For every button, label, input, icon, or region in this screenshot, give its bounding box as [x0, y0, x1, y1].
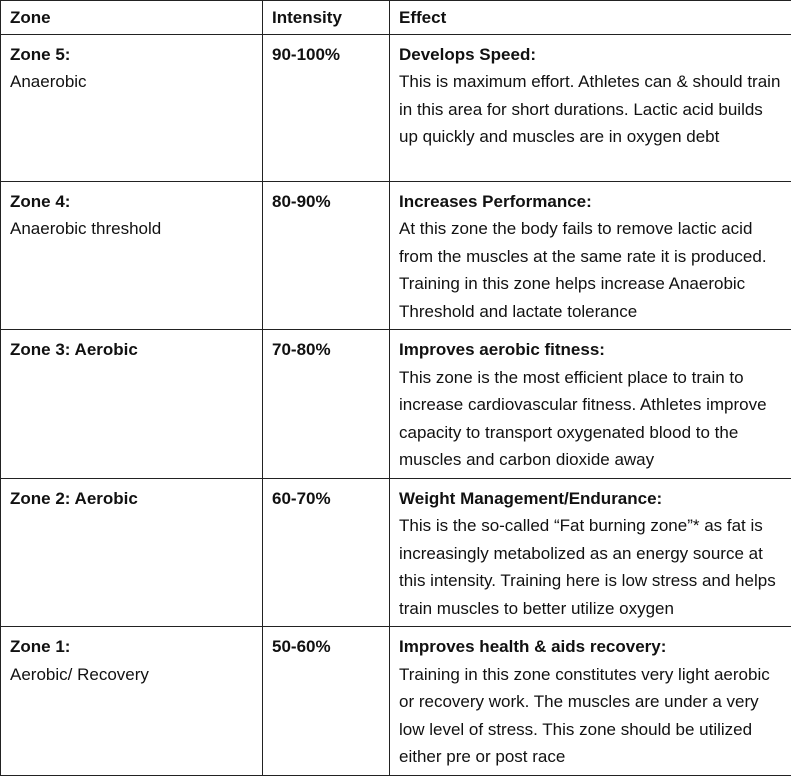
- zone-cell: [1, 627, 263, 776]
- effect-cell: [390, 627, 791, 776]
- zone-cell: [1, 181, 263, 330]
- table-row-zone-3: [1, 330, 791, 479]
- table-header-row: [1, 1, 791, 35]
- zone-cell: [1, 478, 263, 627]
- intensity-value: 60-70%: [272, 485, 380, 513]
- effect-description: This zone is the most efficient place to train to increase cardiovascular fitness. Athletes improve capacity to transport oxygenated blood to the muscles and carbon dioxide away: [399, 364, 782, 474]
- table-row-zone-4: [1, 181, 791, 330]
- zone-title: Zone 2: Aerobic: [10, 485, 253, 513]
- zone-title: Zone 4:: [10, 188, 253, 216]
- header-intensity: Intensity: [263, 1, 390, 35]
- header-zone: Zone: [1, 1, 263, 35]
- zone-subtitle: Anaerobic: [10, 68, 253, 96]
- header-effect: Effect: [390, 1, 791, 35]
- effect-title: Develops Speed:: [399, 41, 782, 69]
- zone-title: Zone 1:: [10, 633, 253, 661]
- effect-title: Increases Performance:: [399, 188, 782, 216]
- effect-cell: [390, 181, 791, 330]
- effect-cell: [390, 478, 791, 627]
- intensity-value: 70-80%: [272, 336, 380, 364]
- zone-subtitle: Aerobic/ Recovery: [10, 661, 253, 689]
- intensity-cell: [263, 478, 390, 627]
- zone-cell: [1, 34, 263, 181]
- zone-title: Zone 3: Aerobic: [10, 336, 253, 364]
- table-row-zone-1: [1, 627, 791, 776]
- effect-description: This is the so-called “Fat burning zone”* as fat is increasingly metabolized as an energy source at this intensity. Training here is low stress and helps train muscles to better utilize oxygen: [399, 512, 782, 622]
- effect-cell: [390, 330, 791, 479]
- effect-description: This is maximum effort. Athletes can & should train in this area for short durations. Lactic acid builds up quickly and muscles are in oxygen debt: [399, 68, 782, 151]
- effect-title: Improves health & aids recovery:: [399, 633, 782, 661]
- intensity-cell: [263, 627, 390, 776]
- effect-title: Improves aerobic fitness:: [399, 336, 782, 364]
- intensity-value: 90-100%: [272, 41, 380, 69]
- intensity-value: 80-90%: [272, 188, 380, 216]
- table-row-zone-5: [1, 34, 791, 181]
- effect-description: At this zone the body fails to remove lactic acid from the muscles at the same rate it is produced. Training in this zone helps increase Anaerobic Threshold and lactate tolerance: [399, 215, 782, 325]
- effect-description: Training in this zone constitutes very light aerobic or recovery work. The muscles are under a very low level of stress. This zone should be utilized either pre or post race: [399, 661, 782, 771]
- zone-cell: [1, 330, 263, 479]
- intensity-cell: [263, 330, 390, 479]
- table-row-zone-2: [1, 478, 791, 627]
- effect-cell: [390, 34, 791, 181]
- intensity-value: 50-60%: [272, 633, 380, 661]
- intensity-cell: [263, 34, 390, 181]
- zone-subtitle: Anaerobic threshold: [10, 215, 253, 243]
- intensity-cell: [263, 181, 390, 330]
- zone-title: Zone 5:: [10, 41, 253, 69]
- effect-title: Weight Management/Endurance:: [399, 485, 782, 513]
